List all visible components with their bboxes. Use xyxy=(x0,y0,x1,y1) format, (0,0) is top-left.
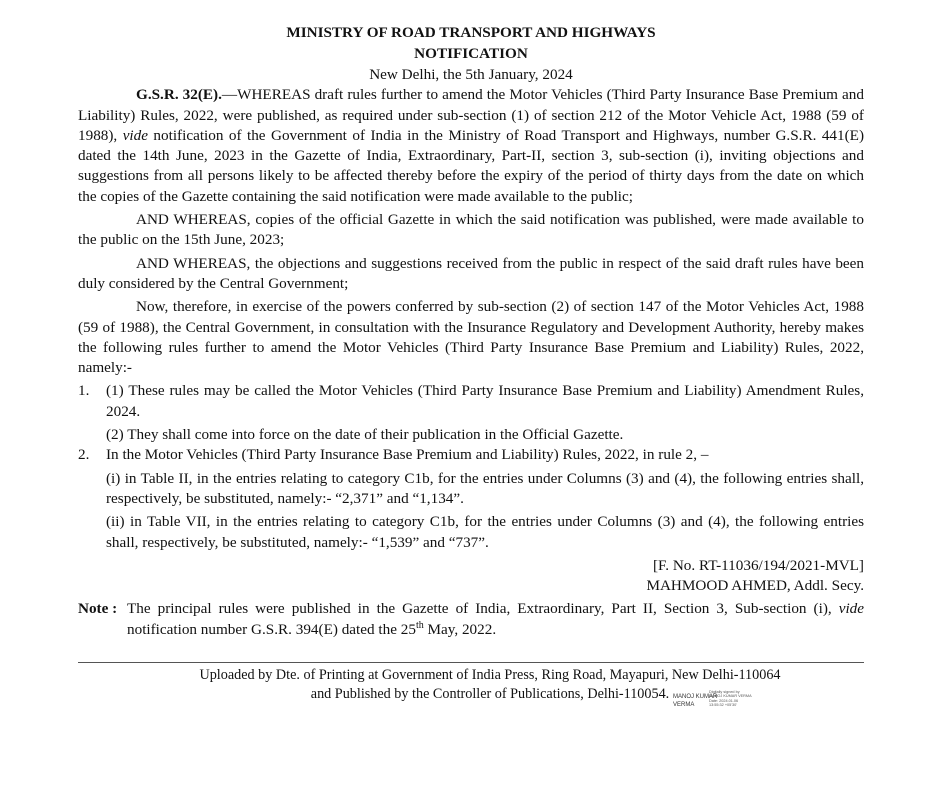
paragraph-whereas-2: AND WHEREAS, copies of the official Gazette in which the said notification was published, were made available to the public on the 15th June, 2023; xyxy=(78,211,864,249)
paragraph-whereas-1: G.S.R. 32(E).—WHEREAS draft rules further to amend the Motor Vehicles (Third Party Insurance Base Premium and Liability) Rules, 2022, were published, as required under sub-section (1) of section 212 of the Motor Vehicle Act, 1988 (59 of 1988), vide notification of the Government of India in the Ministry of Road Transport and Highways, number G.S.R. 441(E) dated the 14th June, 2023 in the Gazette of India, Extraordinary, Part-II, section 3, sub-section (i), inviting objections and suggestions from all persons likely to be affected thereby before the expiry of the period of thirty days from the date on which the copies of the Gazette containing the said notification were made available to the public; xyxy=(78,86,865,205)
rule-text: (1) These rules may be called the Motor Vehicles (Third Party Insurance Base Premium and Liability) Amendment Rules, 2024. xyxy=(106,382,864,420)
rule-1-sub-2: (2) They shall come into force on the date of their publication in the Official Gazette. xyxy=(106,426,624,444)
rule-2 xyxy=(78,445,864,465)
rule-number: 1. xyxy=(78,382,90,400)
notification-page xyxy=(78,22,864,640)
notification-heading: NOTIFICATION xyxy=(414,45,528,62)
signature-details: Digitally signed by MANOJ KUMAR VERMA Date: 2024.01.06 13:55:32 +05'30' xyxy=(709,690,752,708)
footer-divider xyxy=(78,662,864,663)
digital-signature xyxy=(673,690,788,714)
ministry-title: MINISTRY OF ROAD TRANSPORT AND HIGHWAYS xyxy=(286,24,656,41)
signing-officer: MAHMOOD AHMED, Addl. Secy. xyxy=(646,577,864,595)
signer-name: MANOJ KUMAR VERMA xyxy=(673,694,718,708)
rule-2-sub-i: (i) in Table II, in the entries relating to category C1b, for the entries under Columns (3) and (4), the following entries shall, respectively, be substituted, namely:- “2,371” and “1,134”. xyxy=(106,469,864,507)
paragraph-whereas-3: AND WHEREAS, the objections and suggestions received from the public in respect of the said draft rules have been duly considered by the Central Government; xyxy=(78,254,864,292)
rule-text: In the Motor Vehicles (Third Party Insurance Base Premium and Liability) Rules, 2022, in rule 2, – xyxy=(106,446,709,464)
gsr-reference: G.S.R. 32(E). xyxy=(136,86,222,104)
rule-number: 2. xyxy=(78,446,90,464)
notification-date: New Delhi, the 5th January, 2024 xyxy=(369,66,573,83)
paragraph-now-therefore: Now, therefore, in exercise of the powers conferred by sub-section (2) of section 147 of the Motor Vehicles Act, 1988 (59 of 1988), the Central Government, in consultation with the Insurance Regulatory and Development Authority, hereby makes the following rules further to amend the Motor Vehicles (Third Party Insurance Base Premium and Liability) Rules, 2022, namely:- xyxy=(78,298,864,377)
rule-1 xyxy=(78,381,864,422)
file-number: [F. No. RT-11036/194/2021-MVL] xyxy=(652,556,864,574)
footer-line-1: Uploaded by Dte. of Printing at Government of India Press, Ring Road, Mayapuri, New Delhi-110064 xyxy=(199,667,781,683)
note-paragraph: Note : The principal rules were published in the Gazette of India, Extraordinary, Part II, Section 3, Sub-section (i), vide notification number G.S.R. 394(E) dated the 25th May, 2022. xyxy=(78,600,864,638)
footer-line-2: and Published by the Controller of Publications, Delhi-110054. xyxy=(310,685,670,702)
rule-2-sub-ii: (ii) in Table VII, in the entries relating to category C1b, for the entries under Columns (3) and (4), the following entries shall, respectively, be substituted, namely:- “1,539” and “737”. xyxy=(106,513,864,551)
note-label: Note : xyxy=(78,600,118,618)
